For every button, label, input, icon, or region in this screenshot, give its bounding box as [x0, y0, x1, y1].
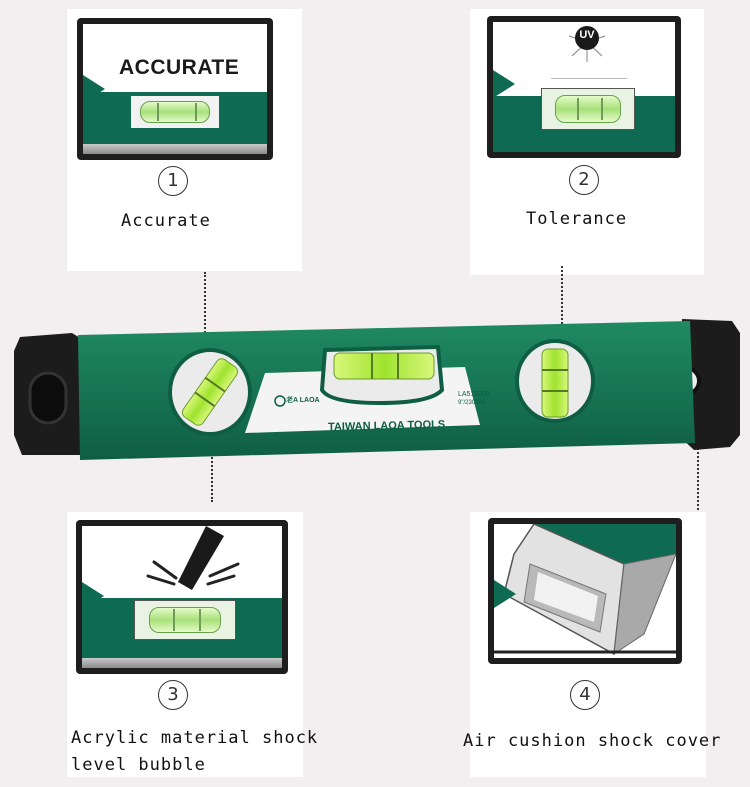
brand-text: TAIWAN LAOA TOOLS: [327, 418, 446, 434]
step-number: 2: [569, 165, 599, 195]
feature-caption: Air cushion shock cover: [463, 731, 722, 751]
tolerance-illustration: [487, 16, 681, 158]
marker-arrow-icon: [83, 75, 105, 103]
size-label: 9"/230MM: [458, 400, 486, 406]
model-number: LA513009: [458, 391, 490, 398]
uv-badge: UV: [579, 29, 595, 41]
impact-icon: [138, 526, 248, 596]
accurate-banner: ACCURATE: [119, 56, 240, 79]
acrylic-illustration: [76, 520, 288, 674]
marker-arrow-icon: [494, 580, 516, 608]
feature-caption: Accurate: [121, 211, 211, 231]
marker-arrow-icon: [493, 70, 515, 98]
step-number: 1: [158, 166, 188, 196]
step-number: 3: [158, 680, 188, 710]
bubble-vial: [131, 96, 219, 128]
air-cushion-illustration: [488, 518, 682, 664]
spirit-level-tool: [10, 315, 742, 465]
feature-caption: Acrylic material shock level bubble: [71, 728, 319, 775]
accurate-illustration: [77, 18, 273, 160]
cushion-cap-icon: [494, 524, 676, 658]
bubble-vial: [134, 600, 236, 640]
feature-caption: Tolerance: [526, 209, 628, 229]
uv-light-icon: [567, 22, 607, 62]
logo-text: 老A LAOA: [286, 397, 320, 404]
step-number: 4: [570, 680, 600, 710]
marker-arrow-icon: [82, 582, 104, 610]
bubble-vial: [541, 88, 635, 130]
